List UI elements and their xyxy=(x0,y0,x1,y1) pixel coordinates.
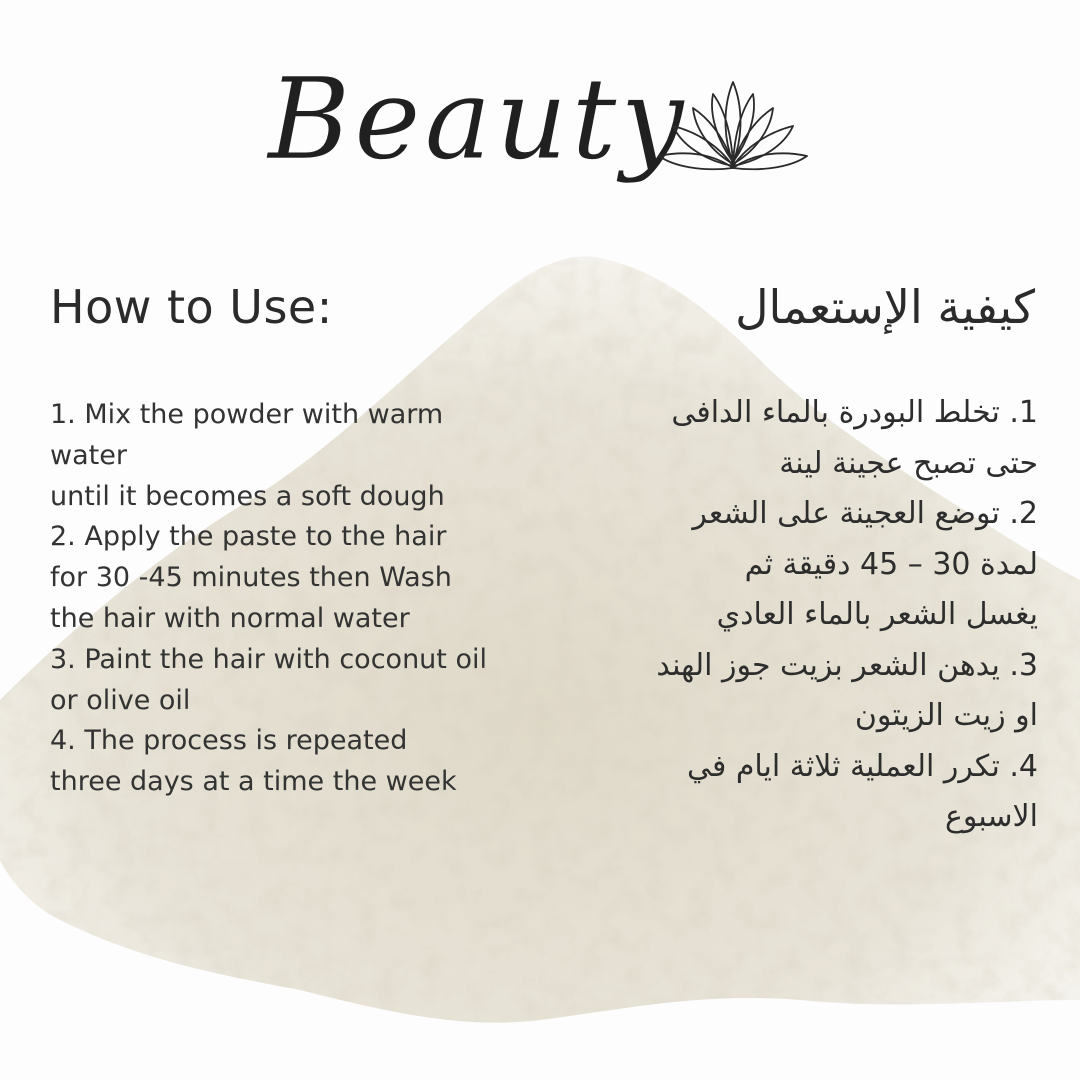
instruction-line: 2. Apply the paste to the hair xyxy=(50,521,447,553)
instruction-line: three days at a time the week xyxy=(50,766,457,798)
instructions-arabic xyxy=(608,388,1038,843)
brand-logo xyxy=(262,55,822,208)
lotus-icon xyxy=(657,76,809,188)
instruction-line-arabic: يغسل الشعر بالماء العادي xyxy=(716,597,1038,632)
instruction-line-arabic: حتى تصبح عجينة لينة xyxy=(779,445,1038,481)
brand-name: Beauty xyxy=(268,55,688,185)
instruction-line: or olive oil xyxy=(50,684,191,716)
instruction-line-arabic: 1. تخلط البودرة بالماء الدافى xyxy=(671,395,1038,430)
instruction-line: the hair with normal water xyxy=(50,602,410,634)
how-to-use-heading-arabic: كيفية الإستعمال xyxy=(735,280,1035,334)
how-to-use-heading: How to Use: xyxy=(50,280,333,334)
instruction-line: for 30 -45 minutes then Wash xyxy=(50,562,452,594)
instructions-english xyxy=(50,395,570,803)
instruction-line: water xyxy=(50,439,127,471)
instruction-line-arabic: 2. توضع العجينة على الشعر xyxy=(692,496,1038,531)
instruction-line: 1. Mix the powder with warm xyxy=(50,399,444,430)
instruction-line-arabic: لمدة 30 – 45 دقيقة ثم xyxy=(744,546,1038,582)
instruction-line: 4. The process is repeated xyxy=(50,725,408,757)
instruction-line: 3. Paint the hair with coconut oil xyxy=(50,643,487,675)
instruction-line-arabic: او زيت الزيتون xyxy=(854,698,1038,733)
instruction-line-arabic: الاسبوع xyxy=(944,799,1038,834)
instruction-line-arabic: 4. تكرر العملية ثلاثة ايام في xyxy=(686,748,1038,784)
instruction-line: until it becomes a soft dough xyxy=(50,480,445,512)
instruction-line-arabic: 3. يدهن الشعر بزيت جوز الهند xyxy=(656,647,1038,683)
